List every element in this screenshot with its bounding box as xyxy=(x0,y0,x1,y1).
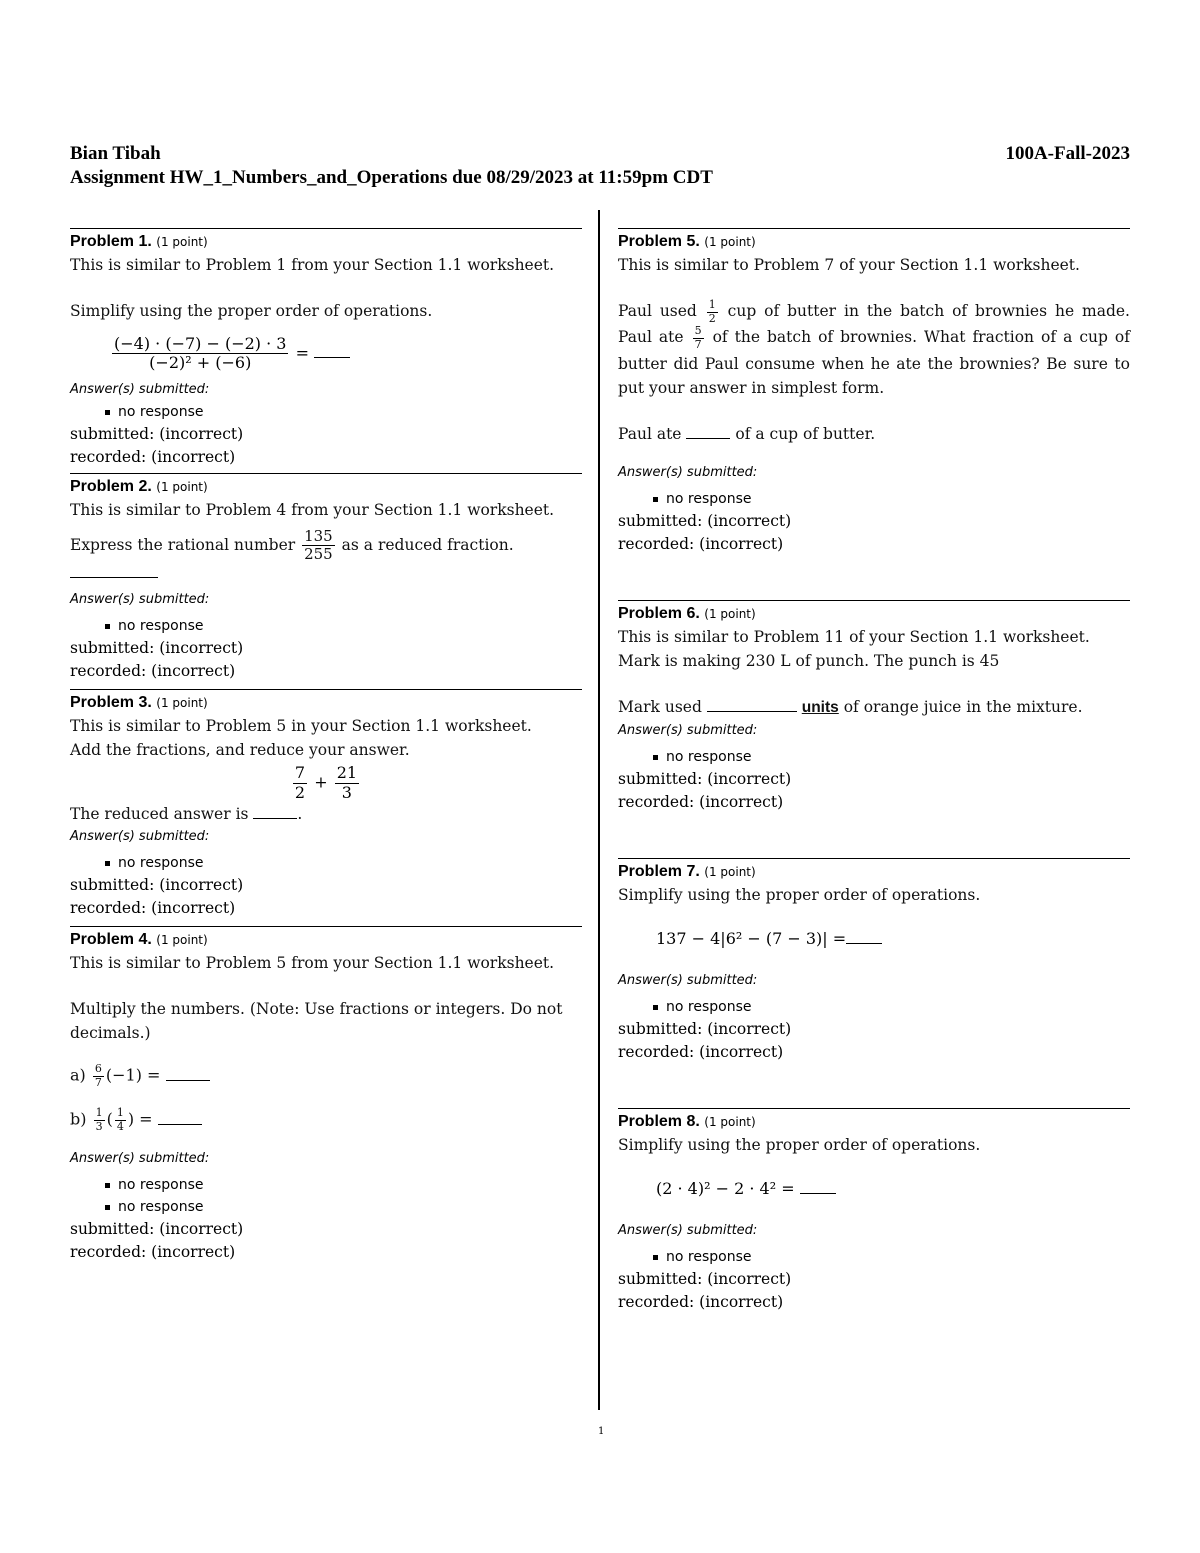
answers-submitted-label: Answer(s) submitted: xyxy=(618,722,758,738)
problem-5 xyxy=(618,228,1130,556)
problem-title: Problem 8. xyxy=(618,1112,700,1130)
units-link[interactable]: units xyxy=(801,698,839,716)
problem-points: (1 point) xyxy=(704,864,756,879)
submitted-status: submitted: (incorrect) xyxy=(618,511,792,530)
problem-points: (1 point) xyxy=(704,606,756,621)
response-item: no response xyxy=(118,401,582,423)
recorded-status: recorded: (incorrect) xyxy=(70,1242,236,1261)
problem-title: Problem 5. xyxy=(618,233,700,250)
answers-submitted-label: Answer(s) submitted: xyxy=(618,464,758,480)
answer-blank[interactable] xyxy=(707,710,797,712)
problem-2 xyxy=(70,473,582,684)
problem-3 xyxy=(70,689,582,920)
answer-blank[interactable] xyxy=(158,1123,202,1125)
answers-submitted-label: Answer(s) submitted: xyxy=(618,972,758,988)
answers-submitted-label: Answer(s) submitted: xyxy=(618,1222,758,1238)
problem-1 xyxy=(70,228,582,469)
submitted-status: submitted: (incorrect) xyxy=(618,769,792,788)
math-expression: (2 · 4)² − 2 · 4² = xyxy=(656,1179,1130,1198)
problem-7 xyxy=(618,858,1130,1064)
answer-blank[interactable] xyxy=(846,942,882,944)
problem-text: This is similar to Problem 5 in your Section 1.1 worksheet. xyxy=(70,717,532,736)
submitted-status: submitted: (incorrect) xyxy=(70,424,244,443)
answer-blank[interactable] xyxy=(166,1079,210,1081)
problem-text: This is similar to Problem 1 from your Section 1.1 worksheet. xyxy=(70,256,555,274)
problem-points: (1 point) xyxy=(156,696,208,711)
problem-text: Multiply the numbers. (Note: Use fractions or integers. Do not decimals.) xyxy=(70,1000,563,1043)
answers-submitted-label: Answer(s) submitted: xyxy=(70,1150,210,1166)
answers-submitted-label: Answer(s) submitted: xyxy=(70,829,210,845)
left-column xyxy=(70,228,582,1264)
response-item: no response xyxy=(118,852,582,874)
problem-title: Problem 2. xyxy=(70,477,152,495)
problem-text: Add the fractions, and reduce your answer. xyxy=(70,741,410,760)
response-item: no response xyxy=(118,615,582,637)
problem-points: (1 point) xyxy=(704,235,756,249)
recorded-status: recorded: (incorrect) xyxy=(618,1292,784,1311)
problem-text: This is similar to Problem 7 of your Section 1.1 worksheet. xyxy=(618,256,1080,274)
problem-text: Simplify using the proper order of operations. xyxy=(70,302,433,320)
answer-blank[interactable] xyxy=(686,437,730,439)
part-a: a) $\frac{6}{7}$ (−1) = xyxy=(70,1063,582,1089)
math-expression xyxy=(110,335,582,373)
answer-line: Paul ate of a cup of butter. xyxy=(618,424,876,443)
problem-title: Problem 4. xyxy=(70,931,152,949)
submitted-status: submitted: (incorrect) xyxy=(618,1269,792,1288)
problem-title: Problem 6. xyxy=(618,604,700,622)
submitted-status: submitted: (incorrect) xyxy=(618,1019,792,1038)
problem-points: (1 point) xyxy=(156,479,208,494)
answers-submitted-label: Answer(s) submitted: xyxy=(70,381,210,397)
response-item: no response xyxy=(666,1246,1130,1268)
answer-blank[interactable] xyxy=(70,576,158,578)
response-item: no response xyxy=(666,996,1130,1018)
answer-blank[interactable] xyxy=(314,356,350,358)
problem-columns xyxy=(70,210,1130,1410)
problem-text: Simplify using the proper order of operations. xyxy=(618,1135,981,1154)
fraction-numerator: 135 xyxy=(304,526,333,545)
math-numerator: (−4) · (−7) − (−2) · 3 xyxy=(114,334,287,353)
submitted-status: submitted: (incorrect) xyxy=(70,1219,244,1238)
fraction-denominator: 255 xyxy=(304,545,333,564)
recorded-status: recorded: (incorrect) xyxy=(618,1042,784,1061)
problem-title: Problem 7. xyxy=(618,862,700,880)
math-expression: $\frac{7}{2}$ + $\frac{21}{3}$ xyxy=(294,763,358,802)
problem-points: (1 point) xyxy=(704,1114,756,1129)
answer-blank[interactable] xyxy=(800,1192,836,1194)
equals-sign: = xyxy=(295,343,309,363)
part-b: b) $\frac{1}{3}$ ( $\frac{1}{4}$ ) = xyxy=(70,1107,582,1133)
problem-text: This is similar to Problem 11 of your Section 1.1 worksheet. xyxy=(618,627,1090,646)
problem-text: Simplify using the proper order of operations. xyxy=(618,885,981,904)
recorded-status: recorded: (incorrect) xyxy=(70,662,236,681)
problem-text-fraction: Express the rational number $\frac{135}{255}$ as a reduced fraction. xyxy=(70,526,514,564)
submitted-status: submitted: (incorrect) xyxy=(70,639,244,658)
problem-points: (1 point) xyxy=(156,235,208,249)
answer-blank[interactable] xyxy=(253,817,297,819)
math-denominator: (−2)² + (−6) xyxy=(149,353,252,373)
response-item: no response xyxy=(118,1174,582,1196)
recorded-status: recorded: (incorrect) xyxy=(70,447,236,466)
recorded-status: recorded: (incorrect) xyxy=(618,792,784,811)
answer-line: The reduced answer is . xyxy=(70,805,303,824)
recorded-status: recorded: (incorrect) xyxy=(70,899,236,918)
response-item: no response xyxy=(666,746,1130,768)
problem-paragraph: Paul used $\frac{1}{2}$ cup of butter in the batch of brownies he made. Paul ate $\frac{5}{7}$ of the batch of brownies. What fraction of a cup of butter did Paul consume when he ate the brownies? Be sure to put your answer in simplest form. xyxy=(618,298,1130,397)
page-header xyxy=(70,142,1130,190)
problem-title: Problem 1. xyxy=(70,233,152,250)
student-name: Bian Tibah xyxy=(70,143,161,164)
problem-title: Problem 3. xyxy=(70,694,152,712)
right-column xyxy=(618,228,1130,1314)
answer-line: Mark used units of orange juice in the mixture. xyxy=(618,697,1083,716)
problem-text: This is similar to Problem 5 from your Section 1.1 worksheet. xyxy=(70,954,555,973)
response-item: no response xyxy=(118,1196,582,1218)
page-number: 1 xyxy=(598,1426,605,1437)
submitted-status: submitted: (incorrect) xyxy=(70,876,244,895)
problem-8 xyxy=(618,1108,1130,1314)
response-item: no response xyxy=(666,488,1130,510)
problem-4 xyxy=(70,926,582,1264)
assignment-title: Assignment HW_1_Numbers_and_Operations due 08/29/2023 at 11:59pm CDT xyxy=(70,167,713,188)
course-name: 100A-Fall-2023 xyxy=(1005,143,1130,164)
column-divider xyxy=(598,210,600,1410)
problem-points: (1 point) xyxy=(156,933,208,948)
math-expression: 137 − 4|6² − (7 − 3)| = xyxy=(656,929,1130,948)
recorded-status: recorded: (incorrect) xyxy=(618,534,784,553)
answers-submitted-label: Answer(s) submitted: xyxy=(70,592,210,608)
problem-text: Mark is making 230 L of punch. The punch is 45 xyxy=(618,651,1000,670)
problem-text: This is similar to Problem 4 from your Section 1.1 worksheet. xyxy=(70,500,555,519)
problem-6 xyxy=(618,600,1130,814)
